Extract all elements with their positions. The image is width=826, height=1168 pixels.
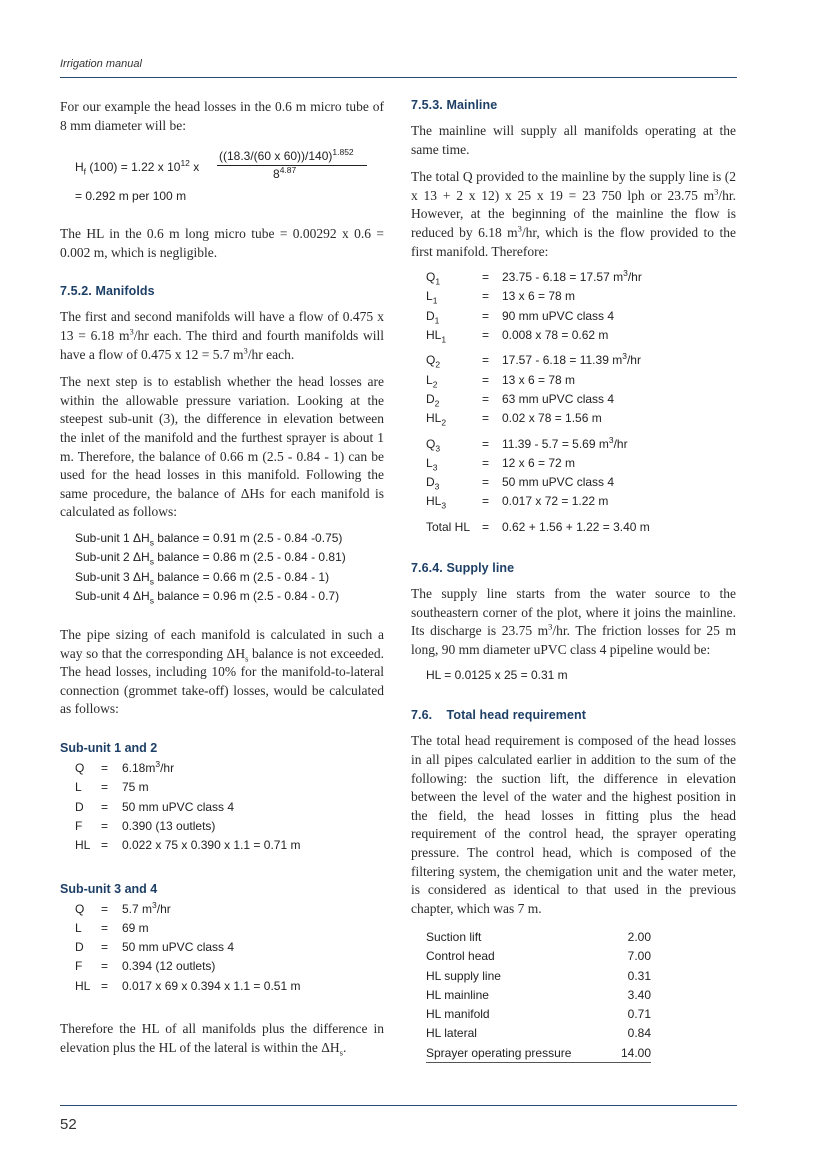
footer-rule	[60, 1105, 737, 1106]
table-row: $Q_1$ = 23.75 - 6.18 = 17.57 $m^3/hr$	[426, 268, 642, 287]
formula-denominator: $8^{4.87}$	[273, 165, 297, 182]
table-row: Q = $6.18m^3/hr$	[75, 759, 175, 776]
table-row: $L_1$ = 13 x 6 = 78 m	[426, 289, 576, 306]
table-row: $D_3$ = 50 mm uPVC class 4	[426, 475, 615, 492]
pressure-variation-paragraph: The next step is to establish whether the head losses are within the allowable pressure variation. Looking at the steepest sub-unit (3), the difference in elevation between the inlet of the manifold and the furthest sprayer is about 1 m. Therefore, the balance of 0.66 m (2.5 - 0.84 - 1) can be used for the head losses in this manifold. Following the same procedure, the balance of ΔHs for each manifold is calculated as follows:	[60, 374, 384, 520]
table-row: $Q_3$ = 11.39 - 5.7 = 5.69 $m^3/hr$	[426, 434, 628, 453]
table-row: $Q_2$ = 17.57 - 6.18 = 11.39 $m^3/hr$	[426, 351, 641, 370]
formula-numerator: ((18.3/(60 x 60))/140)$^{1.852}$	[219, 147, 354, 164]
intro-paragraph: For our example the head losses in the 0.6 m micro tube of 8 mm diameter will be:	[60, 99, 384, 133]
running-header: Irrigation manual	[60, 58, 142, 70]
table-row: L = 75 m	[75, 780, 149, 795]
total-head-table	[426, 927, 651, 1063]
table-row: Sprayer operating pressure 14.00	[426, 1043, 651, 1063]
right-column	[411, 98, 736, 1063]
pipe-sizing-paragraph: The pipe sizing of each manifold is calculated in such a way so that the corresponding $\Delta H_s$ balance is not exceeded. The head losses, including 10% for the manifold-to-lateral connection (grommet take-off) losses, would be calculated as follows:	[60, 627, 384, 717]
mainline-group-3	[426, 434, 628, 514]
manifold-flow-paragraph: The first and second manifolds will have a flow of 0.475 x 13 = 6.18 $m^3/hr$ each. The third and fourth manifolds will have a flow of 0.475 x 12 = 5.7 $m^3/hr$ each.	[60, 309, 384, 362]
table-row: $HL_3$ = 0.017 x 72 = 1.22 m	[426, 494, 609, 511]
mainline-paragraph-1: The mainline will supply all manifolds operating at the same time.	[411, 123, 736, 157]
balance-row: Sub-unit 3 $\Delta H_s$ balance = 0.66 m (2.5 - 0.84 - 1)	[75, 569, 330, 586]
section-heading-mainline: 7.5.3. Mainline	[411, 98, 498, 112]
table-row: HL manifold 0.71	[426, 1007, 651, 1022]
table-row: Suction lift 2.00	[426, 929, 651, 944]
section-heading-supply-line: 7.6.4. Supply line	[411, 561, 515, 576]
formula-result: = 0.292 m per 100 m	[75, 189, 187, 204]
table-row: D = 50 mm uPVC class 4	[75, 940, 235, 955]
table-row: D = 50 mm uPVC class 4	[75, 799, 235, 814]
mainline-group-2	[426, 353, 641, 430]
balance-row: Sub-unit 4 $\Delta H_s$ balance = 0.96 m (2.5 - 0.84 - 0.7)	[75, 588, 340, 606]
total-hl-row	[426, 520, 650, 539]
subunit-1-2-table	[75, 761, 300, 857]
table-row: F = 0.390 (13 outlets)	[75, 818, 216, 833]
hazen-williams-formula	[75, 149, 384, 183]
total-head-paragraph: The total head requirement is composed of the head losses in all pipes calculated earlier in addition to the sum of the following: the suction lift, the difference in elevation between the level of the water and the highest position in the field, the head losses in fitting plus the head requirement of the control head, the sprayer operating pressure. The control head, which is composed of the filtering system, the chemigation unit and the water meter, is considered as identical to that used in the previous chapter, which was 7 m.	[411, 733, 736, 916]
section-heading-manifolds: 7.5.2. Manifolds	[60, 284, 155, 299]
table-row: Q = 5.7 $m^3/hr$	[75, 899, 171, 916]
page-number: 52	[60, 1116, 77, 1133]
formula-lhs: $H_f$ (100) = 1.22 x $10^{12}$ x	[75, 158, 200, 177]
balance-table	[75, 531, 346, 608]
table-row: Total HL = 0.62 + 1.56 + 1.22 = 3.40 m	[426, 519, 650, 534]
table-row: HL = 0.022 x 75 x 0.390 x 1.1 = 0.71 m	[75, 838, 301, 853]
mainline-group-1	[426, 270, 642, 347]
table-row: HL lateral 0.84	[426, 1026, 651, 1041]
table-row: HL supply line 0.31	[426, 968, 651, 983]
table-row: Control head 7.00	[426, 949, 651, 964]
table-row: L = 69 m	[75, 920, 149, 935]
table-row: F = 0.394 (12 outlets)	[75, 959, 216, 974]
supply-line-paragraph: The supply line starts from the water source to the southeastern corner of the plot, where it joins the mainline. Its discharge is 23.75 $m^3/hr$. The friction losses for 25 m long, 90 mm diameter uPVC class 4 pipeline would be:	[411, 586, 736, 657]
subunit-3-4-heading: Sub-unit 3 and 4	[60, 881, 158, 896]
table-row: $D_1$ = 90 mm uPVC class 4	[426, 308, 615, 326]
supply-line-hl: HL = 0.0125 x 25 = 0.31 m	[426, 668, 568, 683]
header-rule	[60, 77, 737, 78]
section-heading-total-head: 7.6. Total head requirement	[411, 708, 587, 723]
mainline-paragraph-2: The total Q provided to the mainline by the supply line is (2 x 13 + 2 x 12) x 25 x 19 = 23 750 lph or 23.75 $m^3/hr$. However, at the beginning of the mainline the flow is reduced by 6.18 $m^3/hr$, which is the flow provided to the first manifold. Therefore:	[411, 169, 736, 259]
balance-row: Sub-unit 2 $\Delta H_s$ balance = 0.86 m (2.5 - 0.84 - 0.81)	[75, 550, 346, 567]
table-row: HL = 0.017 x 69 x 0.394 x 1.1 = 0.51 m	[75, 978, 301, 993]
table-row: $L_3$ = 12 x 6 = 72 m	[426, 455, 576, 473]
table-row: $HL_2$ = 0.02 x 78 = 1.56 m	[426, 411, 602, 428]
table-row: $L_2$ = 13 x 6 = 78 m	[426, 372, 576, 390]
subunit-3-4-table	[75, 899, 301, 998]
conclusion-paragraph: Therefore the HL of all manifolds plus the difference in elevation plus the HL of the lateral is within the $\Delta H_s$.	[60, 1021, 384, 1058]
table-row: HL mainline 3.40	[426, 987, 651, 1002]
hl-micro-tube-paragraph: The HL in the 0.6 m long micro tube = 0.00292 x 0.6 = 0.002 m, which is negligible.	[60, 226, 384, 260]
left-column	[60, 98, 384, 1066]
table-row: $HL_1$ = 0.008 x 78 = 0.62 m	[426, 328, 609, 345]
balance-row: Sub-unit 1 $\Delta H_s$ balance = 0.91 m (2.5 - 0.84 -0.75)	[75, 530, 343, 548]
subunit-1-2-heading: Sub-unit 1 and 2	[60, 741, 158, 756]
table-row: $D_2$ = 63 mm uPVC class 4	[426, 391, 615, 409]
